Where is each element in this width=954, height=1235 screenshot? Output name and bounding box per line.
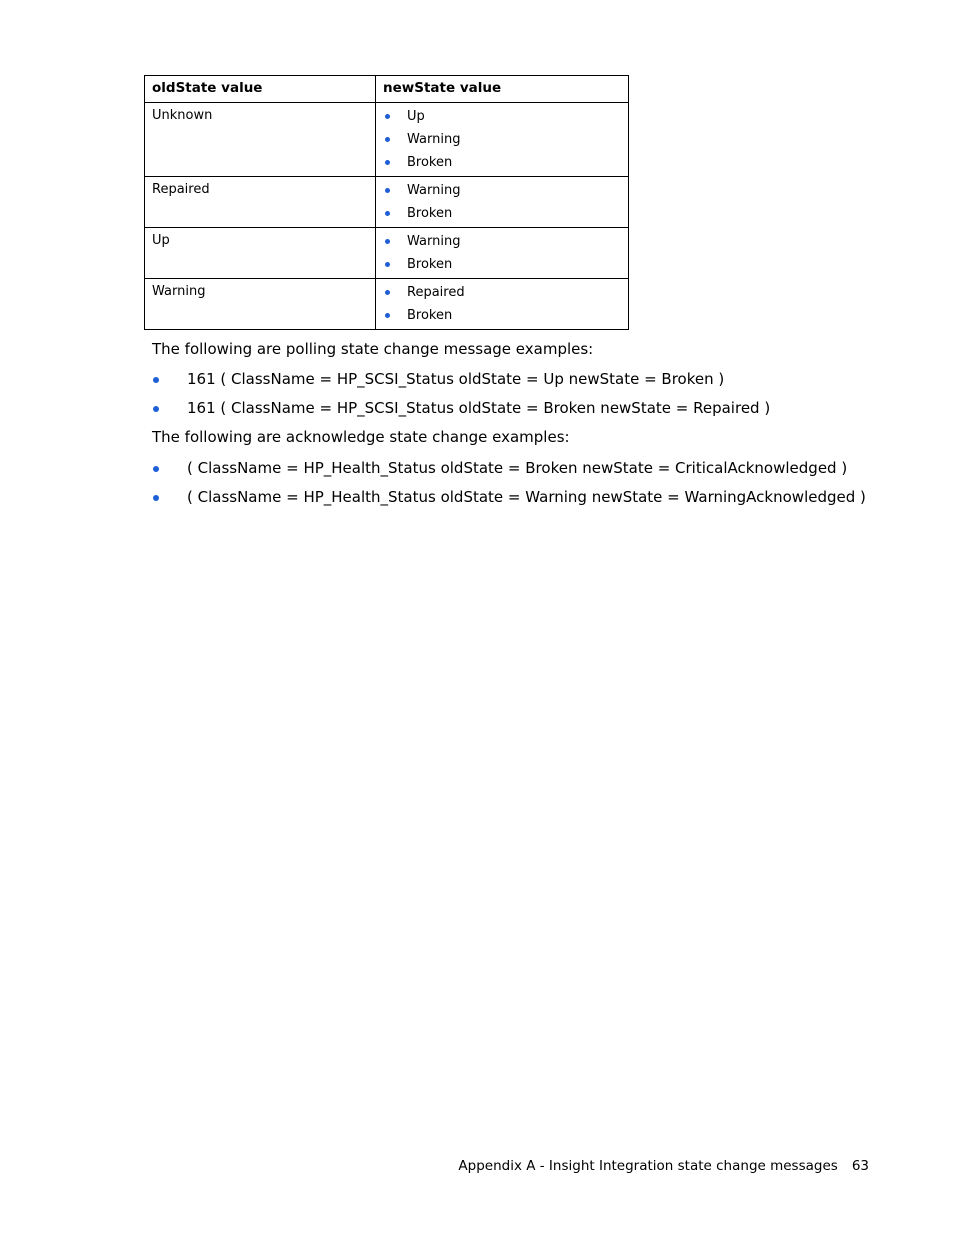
- bullet-icon: [153, 377, 159, 383]
- table-row: [145, 228, 629, 279]
- list-item: [383, 230, 621, 253]
- list-item-text: Warning: [407, 132, 461, 147]
- oldstate-cell: Warning: [145, 279, 376, 330]
- list-item: [383, 105, 621, 128]
- list-item: [152, 483, 866, 512]
- column-header-oldstate: oldState value: [145, 76, 376, 103]
- page-number: 63: [851, 1158, 869, 1174]
- polling-intro-paragraph: The following are polling state change message examples:: [152, 340, 594, 358]
- table-header-row: [145, 76, 629, 103]
- list-item-text: ( ClassName = HP_Health_Status oldState = Broken newState = CriticalAcknowledged ): [187, 459, 848, 477]
- bullet-icon: [385, 137, 390, 142]
- table-row: [145, 177, 629, 228]
- newstate-cell: [376, 177, 629, 228]
- oldstate-cell: Unknown: [145, 103, 376, 177]
- list-item-text: Broken: [407, 257, 453, 272]
- table-row: [145, 103, 629, 177]
- table-row: [145, 279, 629, 330]
- footer-section-title: Appendix A - Insight Integration state change messages: [458, 1158, 838, 1174]
- bullet-icon: [385, 262, 390, 267]
- newstate-list: [383, 281, 621, 327]
- list-item: [383, 281, 621, 304]
- bullet-icon: [385, 290, 390, 295]
- bullet-icon: [385, 313, 390, 318]
- newstate-list: [383, 230, 621, 276]
- list-item: [383, 253, 621, 276]
- list-item-text: Warning: [407, 234, 461, 249]
- bullet-icon: [385, 188, 390, 193]
- page-footer: [458, 1158, 869, 1174]
- list-item: [152, 394, 770, 423]
- list-item-text: Up: [407, 109, 425, 124]
- list-item-text: 161 ( ClassName = HP_SCSI_Status oldState = Up newState = Broken ): [187, 370, 725, 388]
- bullet-icon: [153, 466, 159, 472]
- state-transition-table: [144, 75, 629, 330]
- newstate-cell: [376, 228, 629, 279]
- oldstate-cell: Up: [145, 228, 376, 279]
- list-item-text: 161 ( ClassName = HP_SCSI_Status oldState = Broken newState = Repaired ): [187, 399, 771, 417]
- newstate-list: [383, 105, 621, 174]
- list-item-text: Broken: [407, 308, 453, 323]
- acknowledge-intro-paragraph: The following are acknowledge state change examples:: [152, 428, 570, 446]
- list-item-text: Repaired: [407, 285, 465, 300]
- list-item: [383, 304, 621, 327]
- bullet-icon: [153, 406, 159, 412]
- newstate-cell: [376, 279, 629, 330]
- bullet-icon: [385, 239, 390, 244]
- list-item: [383, 128, 621, 151]
- list-item: [383, 179, 621, 202]
- list-item-text: ( ClassName = HP_Health_Status oldState = Warning newState = WarningAcknowledged ): [187, 488, 866, 506]
- bullet-icon: [385, 114, 390, 119]
- list-item: [383, 151, 621, 174]
- bullet-icon: [385, 160, 390, 165]
- column-header-newstate: newState value: [376, 76, 629, 103]
- bullet-icon: [385, 211, 390, 216]
- oldstate-cell: Repaired: [145, 177, 376, 228]
- polling-examples-list: [152, 365, 770, 423]
- list-item: [152, 365, 770, 394]
- list-item-text: Broken: [407, 206, 453, 221]
- list-item-text: Warning: [407, 183, 461, 198]
- list-item-text: Broken: [407, 155, 453, 170]
- bullet-icon: [153, 495, 159, 501]
- list-item: [383, 202, 621, 225]
- list-item: [152, 454, 866, 483]
- acknowledge-examples-list: [152, 454, 866, 512]
- newstate-list: [383, 179, 621, 225]
- newstate-cell: [376, 103, 629, 177]
